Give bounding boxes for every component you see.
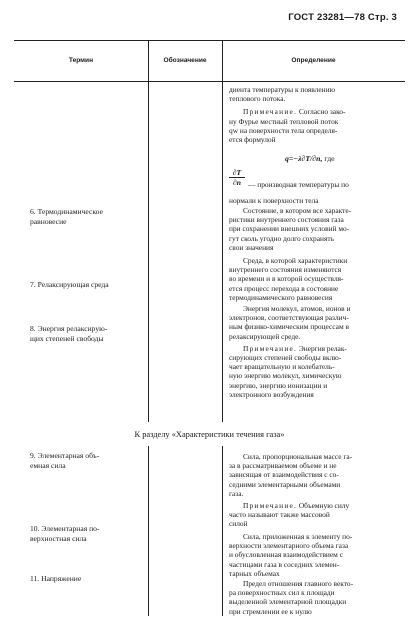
note-paragraph [229, 107, 400, 116]
column-divider-2 [222, 40, 223, 422]
def-line: Энергия молекул, атомов, ионов и [243, 304, 351, 313]
def-line: Сила, приложенная к элементу по- [243, 532, 353, 541]
note-line: часто называют также массовой [229, 510, 330, 520]
note-text: Согласно зако- [297, 107, 346, 117]
term-line: 11. Напряжение [30, 574, 82, 583]
term-line: 6. Термодинамическое [30, 207, 103, 216]
note-line: ну Фурье местный тепловой поток [229, 116, 339, 126]
formula-text: q=−λ∂T/∂n, [285, 154, 323, 163]
page-label: Стр. [367, 12, 389, 23]
note-paragraph [229, 344, 400, 353]
def-line: внутреннего состояния изменяются [229, 265, 342, 275]
page-number: 3 [391, 12, 397, 23]
note-line: силой [229, 519, 248, 529]
continued-definition [229, 85, 400, 144]
standard-number: ГОСТ 23281—78 [288, 12, 366, 23]
def-line: Сила, пропорциональная массе га- [243, 452, 353, 461]
definition-10 [229, 532, 400, 578]
def-line: ется процесс перехода в состояние [229, 283, 339, 293]
term-line: щих степеней свободы [30, 333, 104, 343]
def-line: Предел отношения главного векто- [243, 579, 354, 588]
note-line: чает вращательную и колебатель- [229, 362, 335, 372]
column-header-symbol: Обозначение [163, 57, 207, 64]
table-header-rule [14, 81, 405, 82]
note-label: Примечание. [243, 107, 297, 117]
term-line: 9. Элементарная объ- [30, 451, 100, 460]
note-line: qw на поверхности тела определя- [229, 125, 338, 135]
note-line: ется формулой [229, 135, 276, 145]
definition-8 [229, 304, 400, 399]
term-11 [30, 574, 180, 584]
column-divider-1 [148, 40, 149, 422]
def-line: тарных объемах [229, 568, 280, 578]
term-line: верхностная сила [30, 533, 87, 543]
page-header [288, 12, 397, 23]
derivative-numerator: ∂T [232, 168, 242, 177]
term-8 [30, 324, 180, 343]
def-line: выделенной элементарной площадки [229, 597, 347, 607]
note-text: Энергия релак- [297, 343, 347, 353]
term-line: равновесие [30, 216, 67, 226]
term-9 [30, 451, 180, 470]
def-line: ра поверхностных сил к площади [229, 588, 335, 598]
column-header-term: Термин [68, 57, 94, 64]
term-6 [30, 207, 180, 226]
derivative-denominator: ∂n [229, 177, 245, 187]
def-line: при сохранении внешних условий мо- [229, 224, 350, 234]
definition-11 [229, 579, 400, 616]
def-line: во времени и в которой осуществля- [229, 274, 344, 284]
formula-suffix: где [324, 154, 335, 163]
column-header-definition: Определение [291, 57, 336, 64]
term-line: 7. Релаксирующая среда [30, 280, 109, 289]
term-line: 8. Энергия релаксирую- [30, 324, 108, 333]
note-line: энергию, энергию ионизации и [229, 380, 328, 390]
derivative-text-2: нормали к поверхности тела [229, 196, 319, 205]
note-text: Объемную силу [297, 501, 350, 511]
def-line: ным физико-химическим процессам в [229, 322, 349, 332]
def-line: верхности элементарного объема газа [229, 541, 349, 551]
def-line: при стремлении ее к нулю [229, 606, 312, 616]
note-line: сирующих степеней свободы вклю- [229, 353, 342, 363]
note-paragraph [229, 501, 400, 510]
fourier-formula [285, 154, 335, 163]
def-line: седними элементарными объемами [229, 479, 341, 489]
term-line: емная сила [30, 460, 66, 470]
column-divider-2b [222, 446, 223, 616]
cont-line: теплового потока. [229, 94, 286, 104]
definition-6 [229, 206, 400, 252]
def-line: релаксирующей среде. [229, 331, 301, 341]
note-label: Примечание. [243, 343, 297, 353]
section-heading: К разделу «Характеристики течения газа» [134, 430, 285, 439]
def-line: электронов, соответствующая различ- [229, 313, 349, 323]
derivative-fraction [229, 168, 245, 187]
def-line: и обусловленная взаимодействием с [229, 550, 343, 560]
def-line: гут сколь угодно долго сохранять [229, 233, 334, 243]
note-line: электронного возбуждения [229, 389, 314, 399]
def-line: за в рассматриваемом объеме и не [229, 461, 337, 471]
term-line: 10. Элементарная по- [30, 524, 100, 533]
term-10 [30, 524, 180, 543]
def-line: Состояние, в котором все характе- [243, 206, 352, 215]
def-line: зависящая от взаимодействия с со- [229, 470, 339, 480]
term-7 [30, 280, 180, 290]
def-line: Среда, в которой характеристики [243, 256, 348, 265]
cont-line: диента температуры к появлению [229, 85, 336, 94]
note-label: Примечание. [243, 501, 297, 511]
def-line: газа. [229, 488, 244, 498]
definition-7 [229, 256, 400, 302]
def-line: ристики внутреннего состояния газа [229, 215, 344, 225]
note-line: ную энергию молекул, химическую [229, 371, 342, 381]
def-line: свои значения [229, 242, 274, 252]
table-top-rule [14, 40, 405, 41]
derivative-text: — производная температуры по [248, 180, 349, 189]
def-line: термодинамического равновесия [229, 292, 333, 302]
def-line: частицами газа в соседних элемен- [229, 559, 340, 569]
definition-9 [229, 452, 400, 529]
